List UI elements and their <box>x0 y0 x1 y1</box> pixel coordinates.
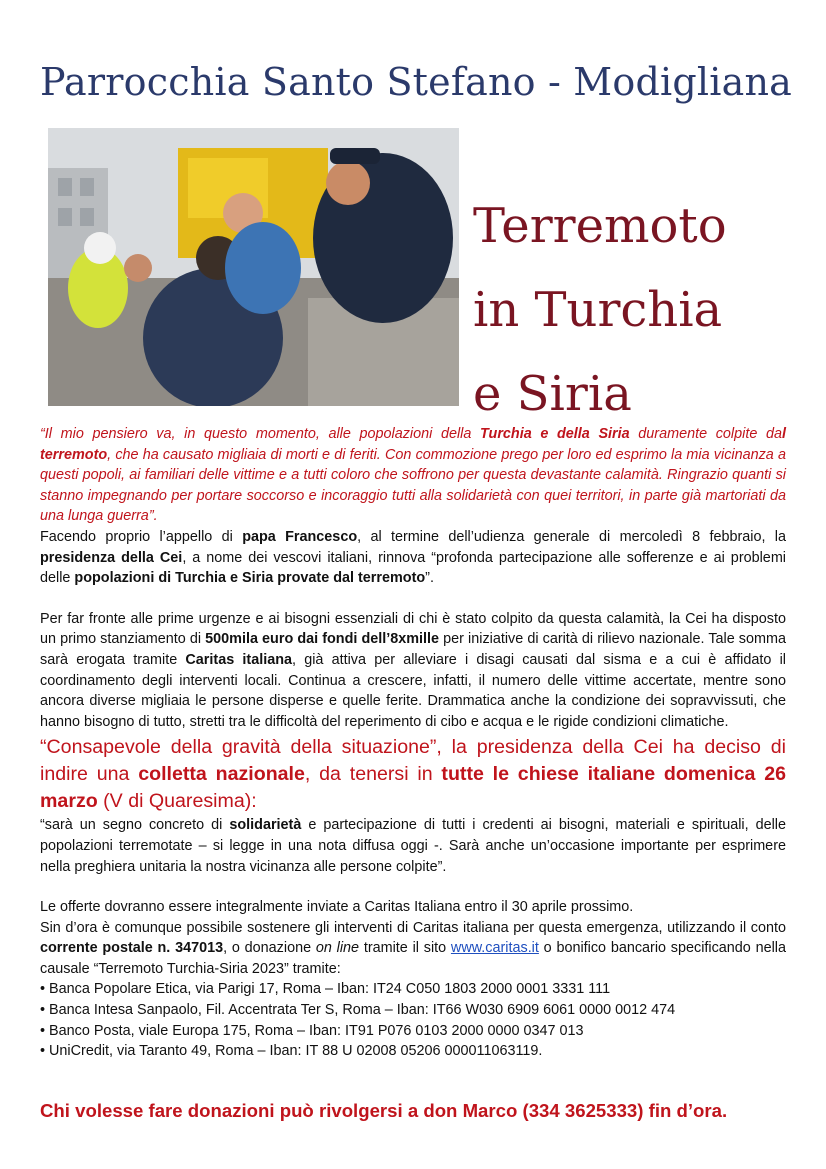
text: Per far fronte alle prime urgenze e ai bisogni essenziali di chi è stato colpito da questa calamità, la Cei ha disposto un primo stanziamento di <box>40 610 786 648</box>
quote-text: , che ha causato migliaia di morti e di feriti. Con commozione prego per loro ed esprimo la mia vicinanza a questi popoli, ai familiari delle vittime e a tutti coloro che soffrono per questa devastante calamità. Ringrazio quanti si stanno impegnando per portare soccorso e incoraggio tutti alla solidarietà con quei territori, in parte già martoriati da una lunga guerra”. <box>40 446 786 525</box>
list-item: • Banca Popolare Etica, via Parigi 17, Roma – Iban: IT24 C050 1803 2000 0001 3331 111 <box>40 981 611 998</box>
caritas-link[interactable]: www.caritas.it <box>450 940 539 957</box>
paragraph-funds <box>40 609 786 733</box>
headline <box>473 184 803 436</box>
text: ”. <box>425 570 434 587</box>
bold-text: popolazioni di Turchia e Siria provate dal terremoto <box>74 570 426 587</box>
bold-text: solidarietà <box>229 817 302 834</box>
paragraph-deadline: Le offerte dovranno essere integralmente inviate a Caritas Italiana entro il 30 aprile prossimo. <box>40 899 634 916</box>
text: Sin d’ora è comunque possibile sostenere gli interventi di Caritas italiana per questa emergenza, utilizzando il conto <box>40 919 786 936</box>
quote-text: duramente colpite da <box>629 426 782 442</box>
bold-text: Caritas italiana <box>185 651 292 668</box>
paragraph-appeal <box>40 527 786 589</box>
text: , o donazione <box>223 940 316 957</box>
paragraph-solidarity <box>40 815 786 877</box>
text: “sarà un segno concreto di <box>40 817 230 834</box>
text: , al termine dell’udienza generale di mercoledì 8 febbraio, la <box>357 528 786 545</box>
bold-text: papa Francesco <box>242 528 358 545</box>
headline-line-2: in Turchia <box>473 282 723 338</box>
text: e partecipazione di tutti i credenti ai bisogni, materiali e spirituali, delle popolazioni terremotate – si legge in una nota diffusa oggi -. Sarà anche un’occasione importante per esprimere nella preghiera unitaria la nostra vicinanza alle persone colpite”. <box>40 817 787 875</box>
headline-line-1: Terremoto <box>473 198 727 254</box>
bank-list <box>40 979 786 1061</box>
italic-text: on line <box>315 940 360 957</box>
text: per iniziative di carità di rilievo nazionale. Tale somma sarà erogata tramite <box>40 631 786 668</box>
bold-text: presidenza della Cei <box>40 549 183 566</box>
headline-line-3: e Siria <box>473 366 632 422</box>
page-title: Parrocchia Santo Stefano - Modigliana <box>40 60 792 104</box>
collection-announcement <box>40 734 786 815</box>
paragraph-donation <box>40 918 786 980</box>
list-item: • UniCredit, via Taranto 49, Roma – Iban: IT 88 U 02008 05206 000011063119. <box>40 1043 543 1060</box>
photo-illustration <box>48 128 459 406</box>
list-item: • Banco Posta, viale Europa 175, Roma – Iban: IT91 P076 0103 2000 0000 0347 013 <box>40 1022 584 1039</box>
list-item: • Banca Intesa Sanpaolo, Fil. Accentrata Ter S, Roma – Iban: IT66 W030 6909 6061 0000 0012 474 <box>40 1002 676 1019</box>
bold-text: tutte le chiese italiane domenica 26 marzo <box>40 763 786 813</box>
spacer <box>40 589 786 609</box>
text: Facendo proprio l’appello di <box>40 528 243 545</box>
text: , già attiva per alleviare i disagi causati dal sisma e a cui è affidato il coordinamento degli interventi locali. Continua a crescere, infatti, il numero delle vittime accertate, mentre sono ancora diverse migliaia le persone disperse e quelle ferite. Drammatica anche la condizione dei sopravvissuti, che hanno bisogno di tutto, stretti tra le difficoltà del reperimento di cibo e acqua e le rigide condizioni climatiche. <box>40 651 786 730</box>
text: , a nome dei vescovi italiani, rinnova “profonda partecipazione alle sofferenze e ai problemi delle <box>40 549 786 587</box>
text: “Consapevole della gravità della situazione”, la presidenza della Cei ha deciso di indire una <box>40 736 786 786</box>
article-body <box>40 424 786 1062</box>
bold-text: colletta nazionale <box>138 763 305 786</box>
earthquake-rescue-photo <box>48 128 459 406</box>
text: tramite il sito <box>359 940 451 957</box>
contact-note: Chi volesse fare donazioni può rivolgersi a don Marco (334 3625333) fin d’ora. <box>40 1100 728 1121</box>
quote-bold: l terremoto <box>40 426 786 463</box>
spacer <box>40 877 786 897</box>
bold-text: 500mila euro dai fondi dell’8xmille <box>205 631 440 648</box>
text: (V di Quaresima): <box>97 790 257 813</box>
text: , da tenersi in <box>304 763 442 786</box>
quote-text: “Il mio pensiero va, in questo momento, alle popolazioni della <box>40 426 480 442</box>
bold-text: corrente postale n. 347013 <box>40 940 224 957</box>
quote-bold: Turchia e della Siria <box>480 426 630 442</box>
pope-quote <box>40 424 786 527</box>
text: o bonifico bancario specificando nella causale “Terremoto Turchia-Siria 2023” tramite: <box>40 940 786 977</box>
